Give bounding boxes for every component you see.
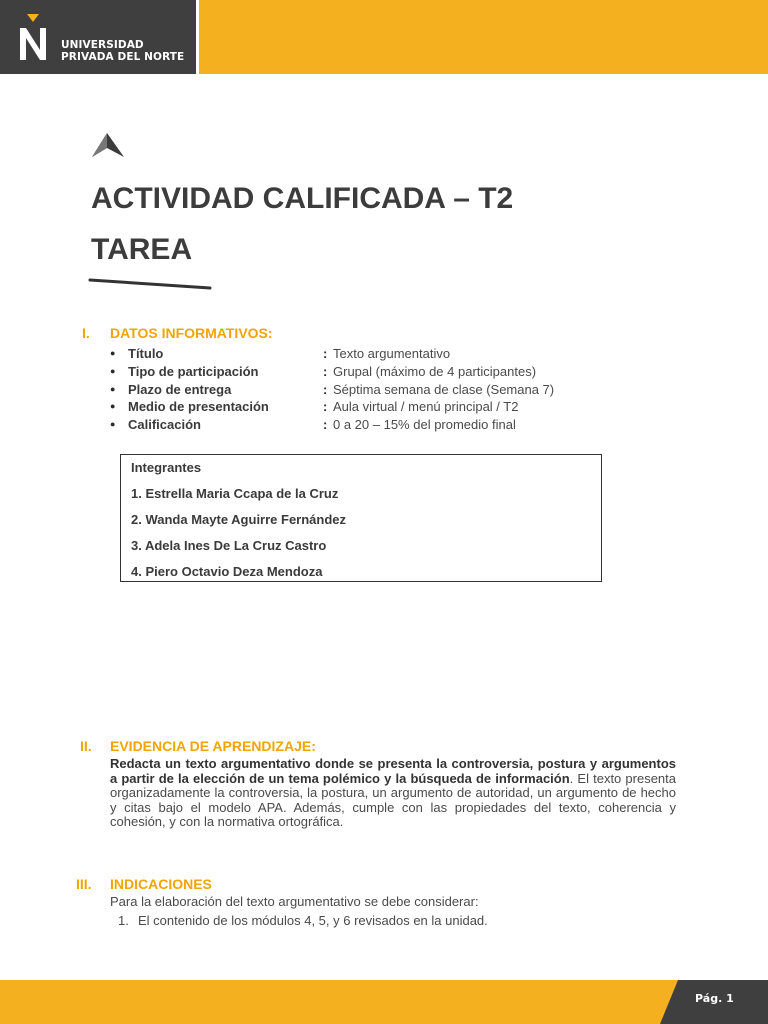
logo-line-2: PRIVADA DEL NORTE	[61, 51, 185, 63]
info-row-medio	[110, 398, 610, 416]
info-row-tipo	[110, 363, 610, 381]
info-value: 0 a 20 – 15% del promedio final	[333, 417, 516, 433]
info-value: Séptima semana de clase (Semana 7)	[333, 381, 555, 397]
arrow-icon	[90, 131, 126, 159]
page-number: Pág. 1	[695, 992, 734, 1005]
bullet-icon: ●	[110, 419, 116, 430]
info-label: Plazo de entrega	[128, 381, 232, 397]
info-label: Calificación	[128, 417, 201, 433]
page-title: ACTIVIDAD CALIFICADA – T2	[91, 182, 514, 215]
info-row-calificacion	[110, 416, 610, 434]
info-colon: :	[323, 346, 328, 361]
indications-intro: Para la elaboración del texto argumentativo se debe considerar:	[110, 894, 479, 909]
info-label: Medio de presentación	[128, 399, 269, 415]
footer-yellow-band	[0, 980, 678, 1024]
section-3-number: III.	[76, 876, 92, 892]
info-row-plazo	[110, 381, 610, 399]
info-colon: :	[323, 381, 328, 397]
evidence-bold-text: Redacta un texto argumentativo donde se presenta la controversia, postura y argumentos a partir de la elección de un tema polémico y la búsqueda de información	[110, 756, 676, 786]
members-box	[120, 454, 602, 582]
title-underline	[88, 276, 214, 292]
bullet-icon: ●	[110, 383, 116, 394]
evidence-text: . El texto presenta organizadamente la controversia, la postura, un argumento de autoridad, un argumento de hecho y citas bajo el modelo APA. Además, cumple con las propiedades del texto, coherencia y cohesión, y con la normativa ortográfica.	[110, 770, 677, 830]
member-item: 1. Estrella Maria Ccapa de la Cruz	[131, 486, 339, 501]
info-list	[110, 345, 610, 434]
members-title: Integrantes	[131, 460, 202, 475]
member-item: 3. Adela Ines De La Cruz Castro	[131, 538, 327, 553]
info-colon: :	[323, 399, 328, 415]
university-name	[61, 39, 184, 63]
upn-logo-icon	[16, 14, 50, 60]
logo-line-1: UNIVERSIDAD	[61, 39, 144, 51]
info-colon: :	[323, 417, 328, 433]
info-label: Tipo de participación	[128, 363, 259, 379]
member-item: 4. Piero Octavio Deza Mendoza	[131, 564, 323, 579]
info-colon: :	[323, 363, 328, 379]
page-subtitle: TAREA	[91, 233, 193, 266]
member-item: 2. Wanda Mayte Aguirre Fernández	[131, 512, 347, 527]
header-logo-block	[0, 0, 196, 74]
evidence-paragraph	[110, 757, 676, 830]
bullet-icon: ●	[110, 365, 116, 376]
bullet-icon: ●	[110, 401, 116, 412]
info-value: Texto argumentativo	[333, 346, 451, 361]
indication-number: 1.	[118, 913, 129, 928]
header-yellow-band	[199, 0, 768, 74]
section-1-title: DATOS INFORMATIVOS:	[110, 325, 273, 341]
indication-text: El contenido de los módulos 4, 5, y 6 revisados en la unidad.	[138, 913, 488, 928]
section-1-number: I.	[82, 325, 90, 341]
info-value: Grupal (máximo de 4 participantes)	[333, 363, 537, 379]
section-2-number: II.	[80, 738, 92, 754]
bullet-icon: ●	[110, 348, 116, 358]
indication-item	[118, 913, 488, 928]
section-3-title: INDICACIONES	[110, 876, 212, 892]
info-value: Aula virtual / menú principal / T2	[333, 399, 519, 415]
info-row-titulo	[110, 345, 610, 363]
section-2-title: EVIDENCIA DE APRENDIZAJE:	[110, 738, 316, 754]
info-label: Título	[128, 346, 164, 361]
